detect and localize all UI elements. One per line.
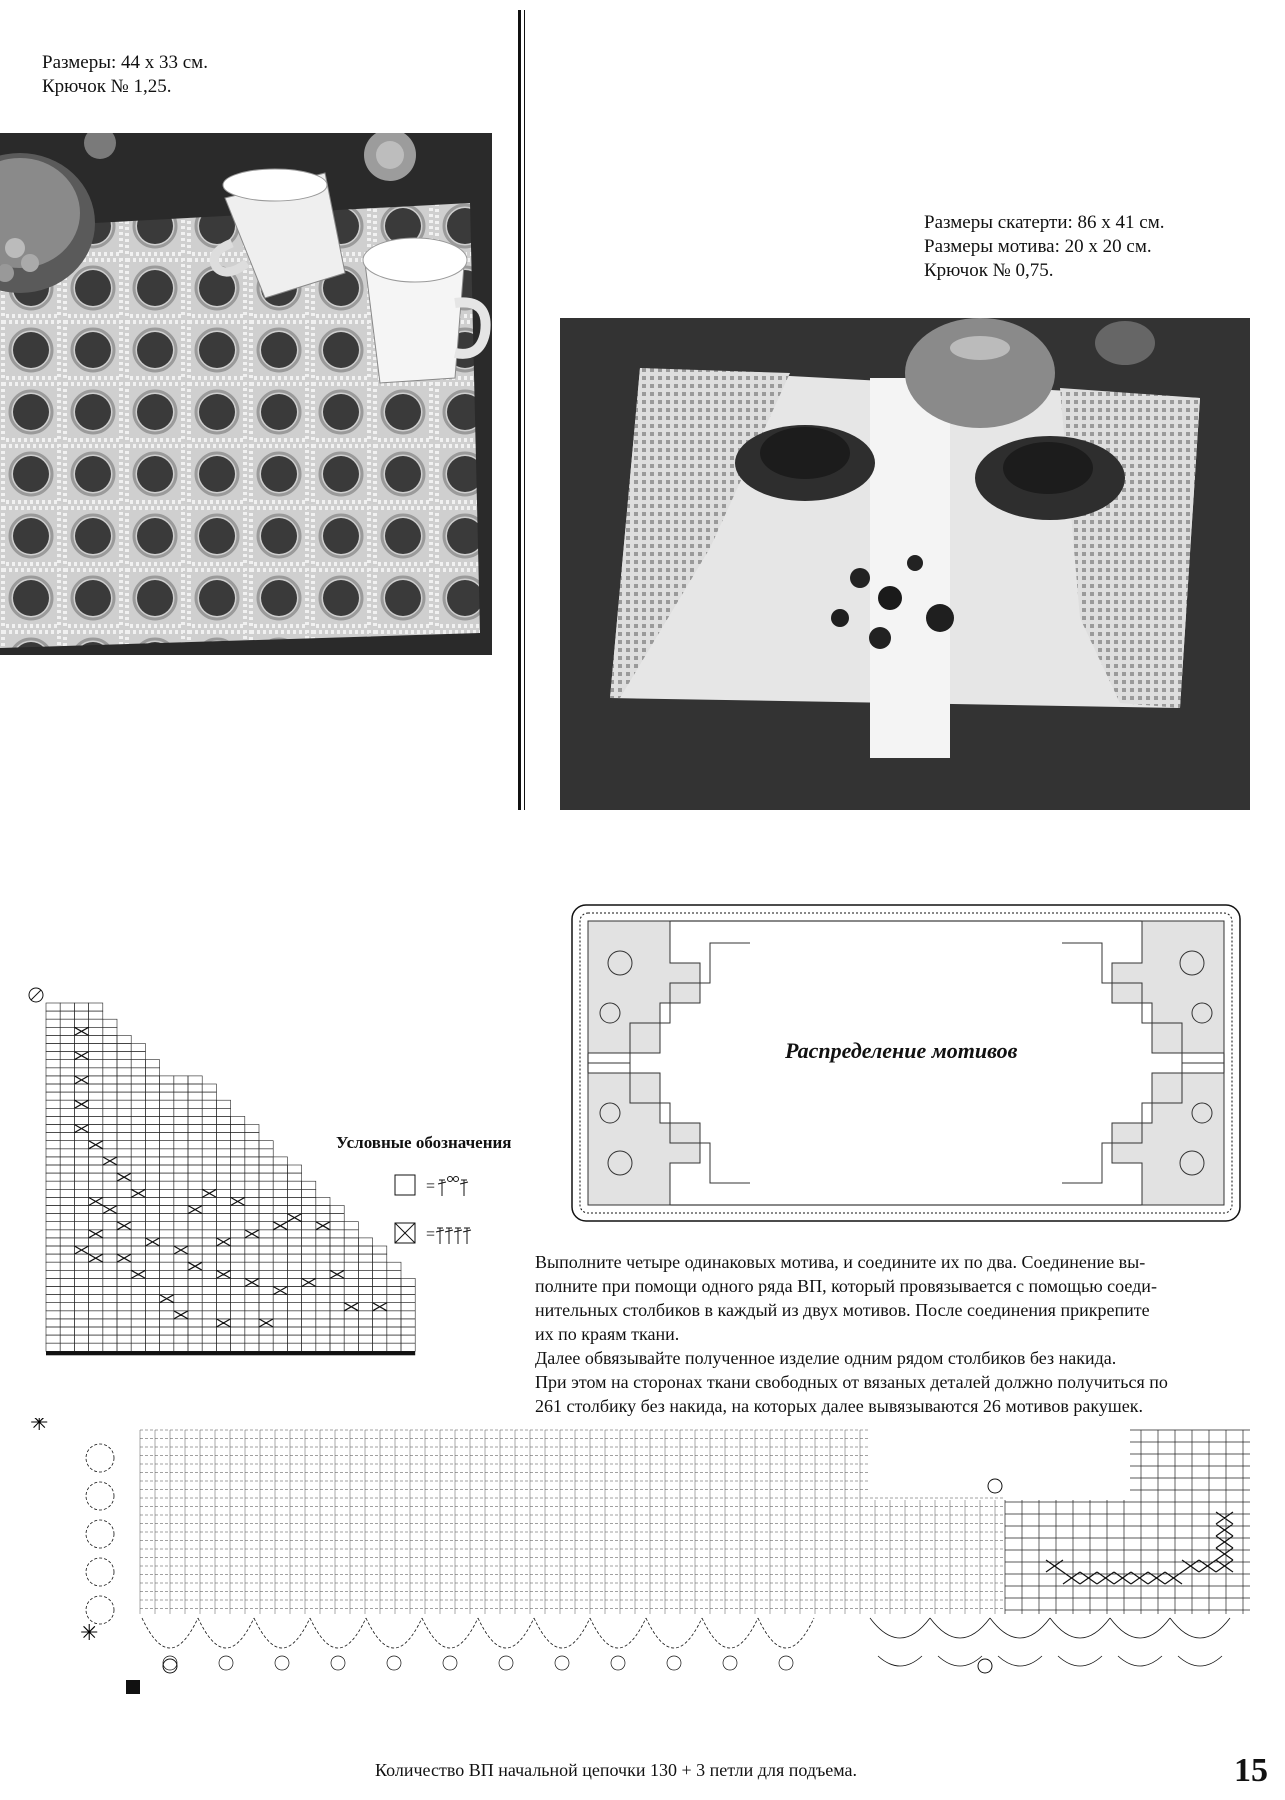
svg-text:✳: ✳ <box>30 1418 49 1435</box>
instruction-line: При этом на сторонах ткани свободных от вязаных деталей должно получиться по <box>535 1372 1168 1392</box>
column-divider <box>518 10 521 810</box>
instructions-block <box>535 1250 1265 1418</box>
right-specs-hook: Крючок № 0,75. <box>924 260 1054 281</box>
instruction-line: их по краям ткани. <box>535 1324 680 1344</box>
left-photo-tablecloth <box>0 133 492 655</box>
legend-empty-square-icon <box>394 1170 484 1200</box>
left-specs-hook: Крючок № 1,25. <box>42 76 172 97</box>
svg-text:✳: ✳ <box>80 1620 99 1645</box>
legend-equals-2: = <box>426 1226 436 1243</box>
border-chart-drawing <box>30 1418 1260 1708</box>
legend-item-crossed <box>394 1218 484 1248</box>
right-photo-tea-set <box>560 318 1250 810</box>
legend-item-empty <box>394 1170 484 1200</box>
column-divider-thin <box>524 10 525 810</box>
instruction-line: Выполните четыре одинаковых мотива, и соедините их по два. Соединение вы- <box>535 1252 1146 1272</box>
instruction-line: полните при помощи одного ряда ВП, который провязывается с помощью соеди- <box>535 1276 1157 1296</box>
instruction-line: нительных столбиков в каждый из двух мотивов. После соединения прикрепите <box>535 1300 1150 1320</box>
right-specs-motif-size: Размеры мотива: 20 х 20 см. <box>924 236 1152 257</box>
motif-layout-title: Распределение мотивов <box>785 1038 1018 1063</box>
left-photo-image <box>0 133 492 655</box>
left-specs-size: Размеры: 44 х 33 см. <box>42 52 208 73</box>
instruction-line: 261 столбику без накида, на которых далее вывязываются 26 мотивов ракушек. <box>535 1396 1143 1416</box>
legend-crossed-square-icon <box>394 1218 484 1248</box>
page-number: 15 <box>1234 1752 1268 1789</box>
legend-title: Условные обозначения <box>336 1133 512 1152</box>
legend-equals-1: = <box>426 1178 436 1195</box>
right-specs-tablecloth-size: Размеры скатерти: 86 х 41 см. <box>924 212 1165 233</box>
right-photo-image <box>560 318 1250 810</box>
instruction-line: Далее обвязывайте полученное изделие одним рядом столбиков без накида. <box>535 1348 1117 1368</box>
footer-note: Количество ВП начальной цепочки 130 + 3 петли для подъема. <box>375 1760 858 1780</box>
border-chart <box>30 1418 1260 1713</box>
